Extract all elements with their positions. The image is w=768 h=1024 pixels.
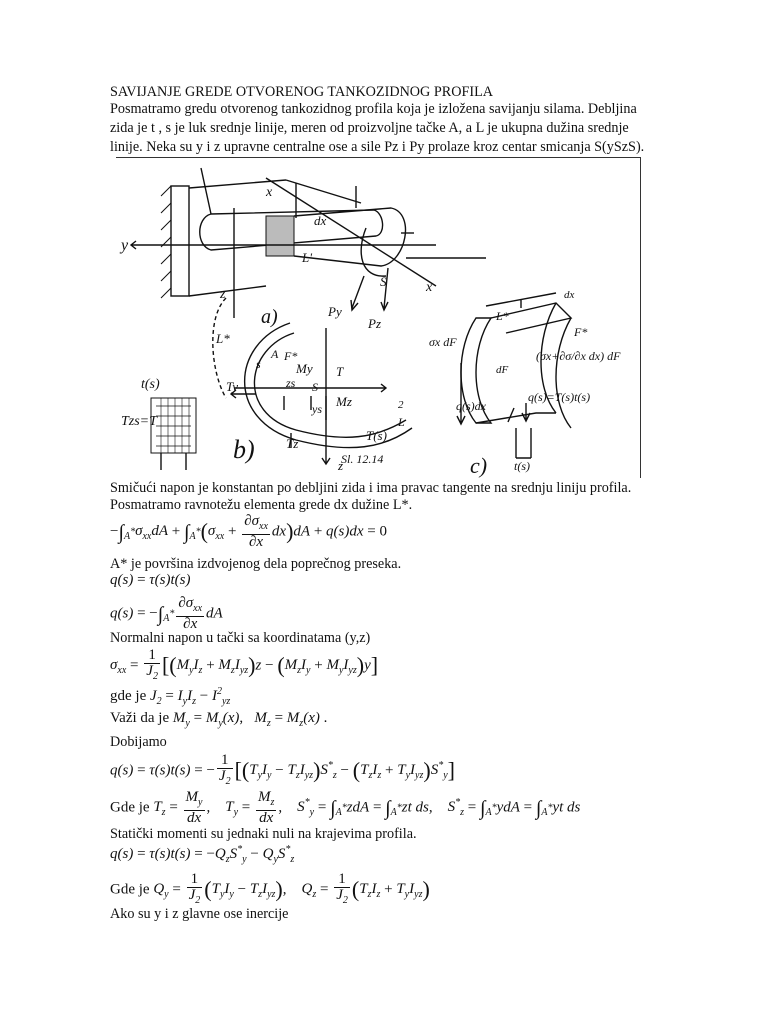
label-F-star: F* — [284, 349, 298, 363]
intro-line-3: linije. Neka su y i z upravne centralne ose a sile Pz i Py prolaze kroz centar smicanja S(ySzS). — [110, 139, 645, 155]
label-vazi: Važi da je — [110, 710, 170, 726]
label-L-prime: L' — [302, 250, 313, 265]
label-F-star-c: F* — [574, 325, 588, 339]
document-title: SAVIJANJE GREDE OTVORENOG TANKOZIDNOG PROFILA — [110, 84, 493, 100]
label-Py: Py — [328, 304, 342, 319]
equation-q-short: $q(s) = \tau(s)t(s) = -Q_zS^*_y - Q_yS^*_z$ — [110, 844, 295, 865]
label-Tz: Tz — [286, 436, 299, 451]
equation-J2: gde je $J_2 = I_yI_z - I^2_{yz}$ — [110, 686, 231, 707]
label-T: T — [336, 364, 344, 379]
label-L-end: L — [398, 415, 405, 429]
figure-caption: Sl. 12.14 — [341, 452, 384, 466]
label-L-star-c: L* — [496, 309, 509, 323]
equation-q-result: q(s) = τ(s)t(s) = − $\frac{1}{J_2}$ $[(T_yI_y - T_zI_{yz})S^*_z - (T_zI_z + T_yI_{yz})S^*_y]$ — [110, 752, 455, 787]
label-dx: dx — [314, 213, 327, 228]
label-t-s-left: t(s) — [141, 377, 160, 392]
beam-figure — [116, 157, 641, 478]
equation-Q-defs: Gde je $Q_y$ = $\frac{1}{J_2}$ $(T_yI_y - T_zI_{yz})$, $Q_z$ = $\frac{1}{J_2}$ $(T_zI_z + T_yI_{yz})$ — [110, 871, 430, 906]
label-S: S — [380, 274, 387, 289]
equation-sigma-xx: $\sigma_{xx}$ = $\frac{1}{J_2}$ $[(M_yI_z + M_zI_{yz})z - (M_zI_y + M_yI_{yz})y]$ — [110, 647, 379, 682]
para-normal: Normalni napon u tački sa koordinatama (y,z) — [110, 630, 371, 646]
label-y: y — [121, 237, 129, 254]
equation-equilibrium: $-\int_{A^*}\sigma_{xx}dA + \int_{A^*}(\sigma_{xx}$ + $\frac{\partial\sigma_{xx}}{\partial x}$ dx)dA + q(s)dx = 0 — [110, 513, 387, 550]
label-gde-je: gde je — [110, 688, 147, 704]
label-part-c: c) — [470, 453, 488, 478]
label-t-s-c: t(s) — [514, 459, 530, 473]
label-T-s: T(s) — [366, 428, 387, 443]
label-A: A — [271, 347, 279, 361]
para-ako: Ako su y i z glavne ose inercije — [110, 906, 289, 922]
label-x-axis: x — [426, 280, 433, 295]
label-ys: ys — [312, 402, 322, 416]
label-s: s — [256, 357, 261, 371]
label-Mz: Mz — [336, 394, 352, 409]
figure-part-c — [457, 293, 571, 458]
para-shear-2: Posmatramo ravnotežu elementa grede dx dužine L*. — [110, 497, 413, 513]
para-dobijamo: Dobijamo — [110, 734, 167, 750]
equation-q-integral: $q(s) = -\int_{A^*}$ $\frac{\partial\sigma_{xx}}{\partial x}$ dA — [110, 595, 223, 632]
para-area: A* je površina izdvojenog dela poprečnog preseka. — [110, 556, 402, 572]
label-gde-je-3: Gde je — [110, 881, 150, 898]
intro-line-2: zida je t , s je luk srednje linije, meren od proizvoljne tačke A, a L je ukupna dužina srednje — [110, 120, 629, 136]
label-gde-je-2: Gde je — [110, 799, 150, 816]
label-My: My — [296, 361, 313, 376]
para-shear-1: Smičući napon je konstantan po debljini zida i ima pravac tangente na srednju liniju profila. — [110, 480, 632, 496]
label-Ty: Ty — [226, 379, 239, 394]
label-dF: dF — [496, 364, 509, 376]
label-L-star: L* — [216, 331, 230, 346]
label-part-a: a) — [261, 306, 278, 328]
figure-part-a — [131, 168, 486, 318]
equation-definitions: Gde je $T_z$ = $\frac{M_y}{dx}$ , $T_y$ = $\frac{M_z}{dx}$ , $S^*_y = \int_{A^*}zdA = \int_{A^*}zt$ ds, $S^*_z = \int_{A^*}ydA = \int_{A^*}yt$ ds — [110, 789, 581, 826]
label-q-dx: q(s)dx — [456, 399, 486, 413]
label-dx-c: dx — [564, 289, 575, 301]
para-staticki: Statički momenti su jednaki nuli na krajevima profila. — [110, 826, 417, 842]
label-x-top: x — [266, 185, 273, 200]
beam-figure-drawing — [116, 158, 640, 478]
equation-moments: Važi da je $M_y = M_y(x)$, $M_z = M_z(x)$ . — [110, 710, 328, 729]
label-z-b: z — [338, 458, 344, 473]
label-Tzs: Tzs=T — [121, 414, 157, 429]
label-part-b: b) — [233, 435, 255, 464]
label-z: z — [220, 287, 226, 302]
label-sigma-expr: (σx+∂σ/∂x dx) dF — [536, 349, 621, 363]
label-zs: zs — [286, 376, 296, 390]
label-Pz: Pz — [368, 316, 381, 331]
label-q-Ts: q(s)=T(s)t(s) — [528, 390, 591, 404]
label-S-b: S — [312, 380, 318, 394]
label-two: 2 — [398, 399, 404, 411]
equation-q-tau: q(s) = τ(s)t(s) — [110, 572, 191, 588]
label-sigma-dF: σx dF — [429, 335, 457, 349]
intro-line-1: Posmatramo gredu otvorenog tankozidnog profila koja je izložena savijanju silama. Debljina — [110, 101, 637, 117]
